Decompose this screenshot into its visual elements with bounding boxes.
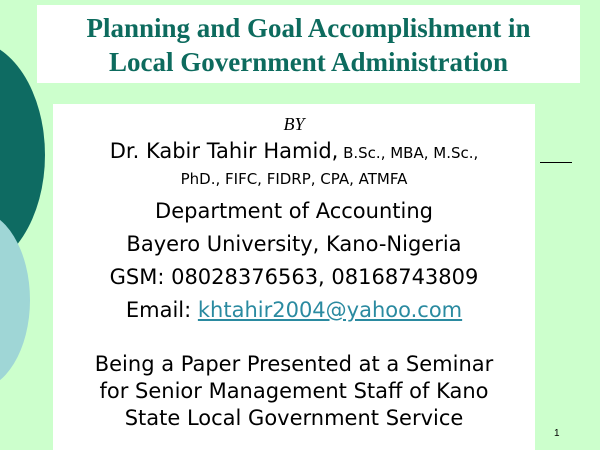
email-label: Email: bbox=[125, 298, 198, 322]
slide-title bbox=[37, 5, 580, 79]
qualifications-1: B.Sc., MBA, M.Sc., bbox=[338, 144, 479, 162]
department: Department of Accounting bbox=[155, 199, 433, 223]
page-number: 1 bbox=[554, 428, 560, 439]
author-line bbox=[53, 136, 535, 168]
email-link[interactable]: khtahir2004@yahoo.com bbox=[197, 298, 463, 322]
title-line-2: Local Government Administration bbox=[109, 47, 508, 77]
title-box bbox=[37, 5, 580, 83]
paper-line-2: for Senior Management Staff of Kano bbox=[99, 379, 489, 403]
email-line bbox=[53, 295, 535, 325]
qualifications-2: PhD., FIFC, FIDRP, CPA, ATMFA bbox=[180, 170, 408, 188]
title-line-1: Planning and Goal Accomplishment in bbox=[86, 13, 531, 43]
author-name: Dr. Kabir Tahir Hamid, bbox=[109, 139, 339, 163]
paper-line-3: State Local Government Service bbox=[124, 406, 464, 430]
gsm: GSM: 08028376563, 08168743809 bbox=[109, 265, 479, 289]
paper-line-1: Being a Paper Presented at a Seminar bbox=[94, 352, 494, 376]
decorative-rule bbox=[540, 162, 572, 163]
university: Bayero University, Kano-Nigeria bbox=[126, 232, 462, 256]
content-box bbox=[53, 104, 535, 450]
by-label: BY bbox=[283, 114, 305, 134]
